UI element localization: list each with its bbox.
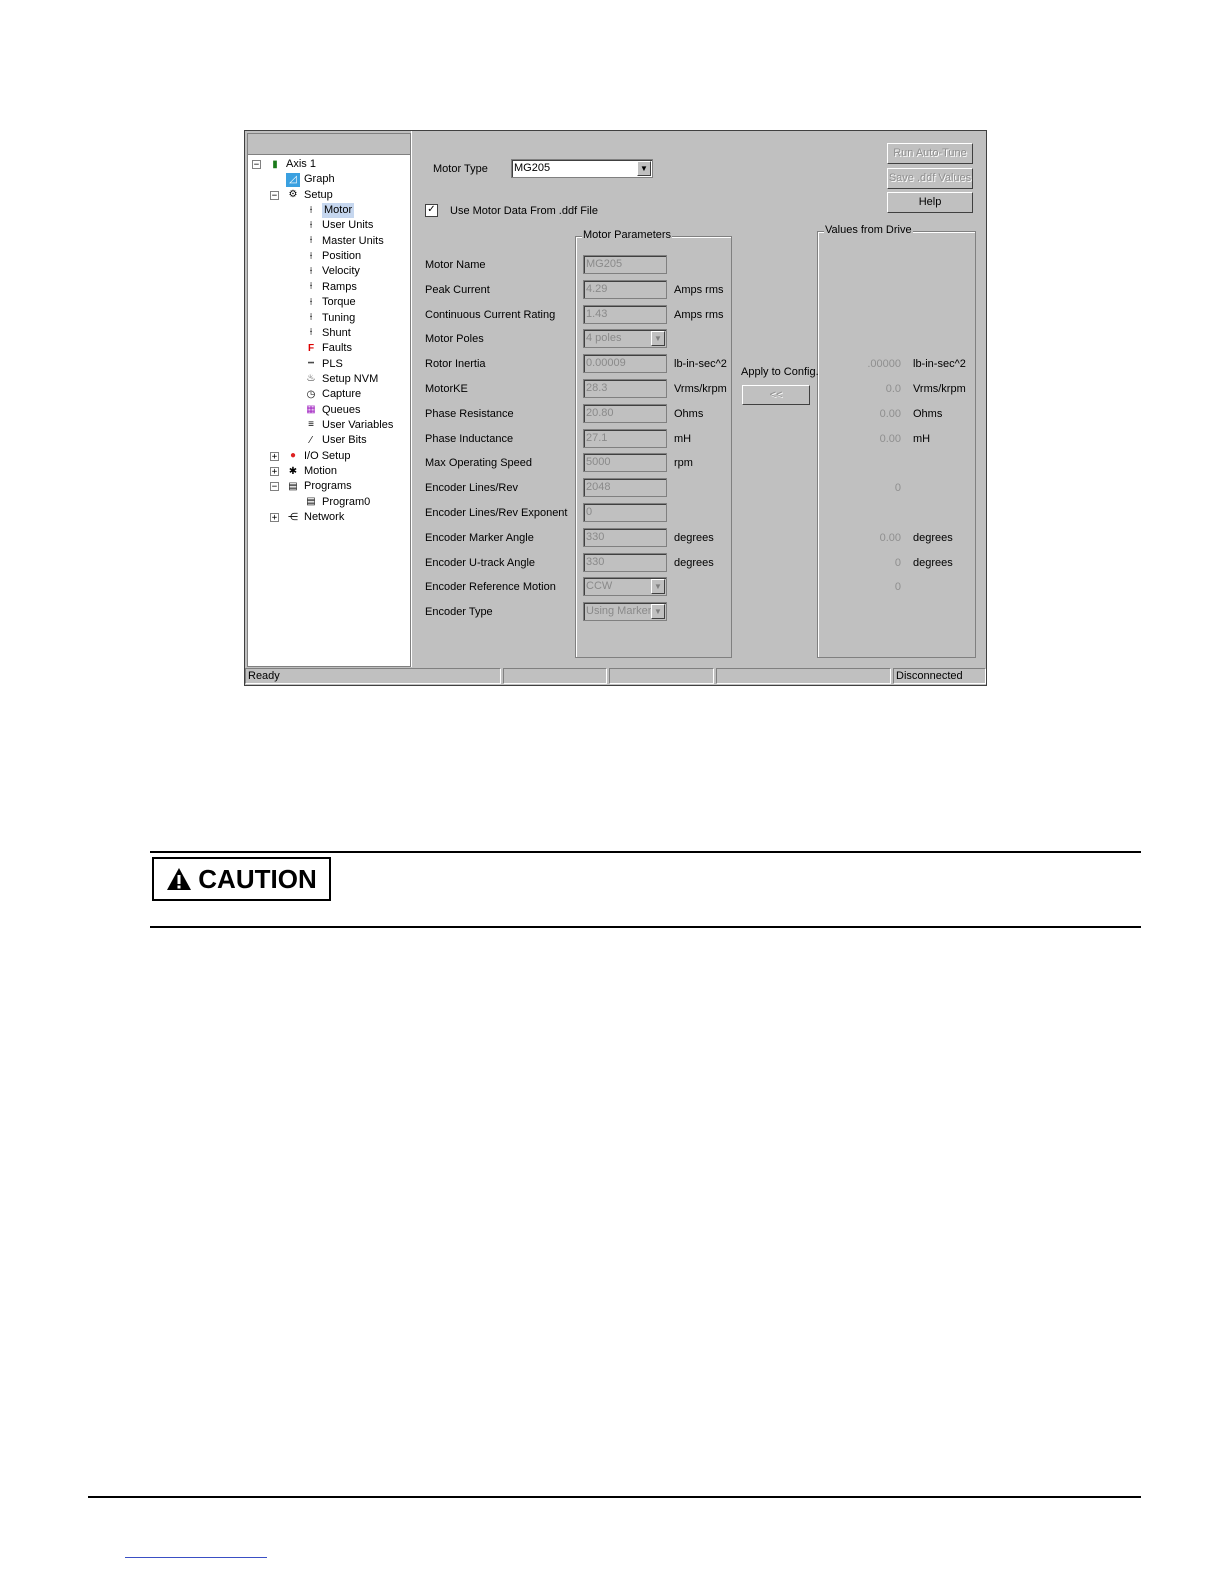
param-unit: rpm <box>674 457 693 470</box>
param-value: 20.80 <box>586 406 614 419</box>
apply-to-config-button[interactable]: << <box>742 385 810 405</box>
param-value: 28.3 <box>586 382 608 394</box>
axis-icon: ▮ <box>272 158 278 170</box>
drive-unit: lb-in-sec^2 <box>913 358 966 371</box>
param-value: MG205 <box>586 258 623 270</box>
collapse-icon[interactable]: − <box>253 160 260 170</box>
master-units-icon: ⍿ <box>309 235 313 247</box>
param-input[interactable] <box>583 478 667 497</box>
graph-icon: ◿ <box>286 173 300 187</box>
tree-item-label: PLS <box>322 357 343 370</box>
tree-item-label: User Bits <box>322 434 367 447</box>
drive-value: 0.00 <box>879 531 901 544</box>
tree-item-label: Setup <box>304 188 333 201</box>
tree-item[interactable] <box>304 234 384 249</box>
tree-item[interactable] <box>271 510 345 525</box>
caution-text: CAUTION <box>198 863 317 894</box>
tree-item-label: Shunt <box>322 326 351 339</box>
tree-item[interactable] <box>304 249 361 264</box>
motor-type-label: Motor Type <box>433 163 488 175</box>
tree-item[interactable] <box>304 341 352 356</box>
faults-icon: F <box>307 342 315 354</box>
network-icon: ⋲ <box>288 511 298 523</box>
torque-icon: ⍿ <box>309 296 313 308</box>
drive-unit: degrees <box>913 531 953 544</box>
motor-setup-panel <box>415 133 986 667</box>
param-select[interactable] <box>583 329 667 348</box>
drive-value: 0 <box>894 482 901 495</box>
param-label: Motor Name <box>425 259 486 271</box>
tree-item[interactable] <box>304 326 351 341</box>
param-select[interactable] <box>583 577 667 596</box>
param-unit: mH <box>674 432 692 445</box>
param-label: Encoder Lines/Rev <box>425 482 518 495</box>
param-input[interactable] <box>583 503 667 522</box>
status-panel-2 <box>503 668 607 684</box>
caution-top-rule <box>150 851 1141 853</box>
param-value: 4.29 <box>586 282 608 295</box>
tree-item[interactable] <box>304 203 354 218</box>
param-input[interactable] <box>583 305 667 324</box>
pls-icon: ┅ <box>307 358 315 370</box>
tree-item[interactable] <box>271 464 338 479</box>
tree-item[interactable] <box>304 372 378 387</box>
tree-item-label: I/O Setup <box>304 449 351 462</box>
param-label: Encoder U-track Angle <box>425 556 536 569</box>
motor-icon: ⍿ <box>309 204 313 216</box>
tree-item[interactable] <box>304 264 360 279</box>
collapse-icon[interactable]: − <box>271 482 278 493</box>
status-panel-3 <box>609 668 714 684</box>
tree-item[interactable] <box>304 311 355 326</box>
motion-icon: ✱ <box>288 465 298 477</box>
param-input[interactable] <box>583 528 667 547</box>
tree-item-label: Torque <box>322 296 356 309</box>
collapse-icon[interactable]: − <box>271 190 278 201</box>
user-variables-icon: ≡ <box>308 419 314 431</box>
setup-icon: ⚙ <box>288 189 298 201</box>
param-input[interactable] <box>583 429 667 448</box>
expand-icon[interactable]: + <box>271 451 278 462</box>
velocity-icon: ⍿ <box>309 265 313 277</box>
apply-to-config-label: Apply to Config. <box>741 366 819 378</box>
status-panel-4 <box>716 668 891 684</box>
tree-item[interactable] <box>253 157 316 172</box>
programs-icon: ▤ <box>288 480 298 492</box>
param-input[interactable] <box>583 280 667 299</box>
footer-rule <box>88 1496 1141 1498</box>
use-ddf-label: Use Motor Data From .ddf File <box>450 205 598 217</box>
tree-item-label: Setup NVM <box>322 372 379 385</box>
param-input[interactable] <box>583 379 667 398</box>
motor-type-value: MG205 <box>514 162 551 174</box>
tree-item[interactable] <box>304 418 393 433</box>
param-input[interactable] <box>583 553 667 572</box>
param-value: 5000 <box>586 456 611 469</box>
drive-value: 0 <box>894 556 901 569</box>
param-label: Encoder Type <box>425 606 493 619</box>
tree-item-label: Queues <box>322 403 361 416</box>
drive-value: 0.00 <box>879 432 901 445</box>
tree-item[interactable] <box>271 188 333 203</box>
setup-nvm-icon: ♨ <box>306 373 316 385</box>
tree-item[interactable] <box>271 449 351 464</box>
ramps-icon: ⍿ <box>309 281 313 293</box>
tree-item[interactable] <box>304 357 343 372</box>
tree-item-label: Faults <box>322 342 352 355</box>
chevron-down-icon[interactable]: ▼ <box>637 161 651 176</box>
drive-value: 0 <box>894 581 901 594</box>
status-connection: Disconnected <box>893 668 986 684</box>
tree-item-label: Motion <box>304 465 338 477</box>
warning-icon <box>166 867 192 891</box>
tree-header <box>248 134 410 155</box>
param-label: Max Operating Speed <box>425 457 533 470</box>
io-setup-icon: ● <box>289 450 297 462</box>
expand-icon[interactable]: + <box>271 467 278 477</box>
drive-value: 0.0 <box>885 383 901 395</box>
tree-item[interactable] <box>304 403 361 418</box>
param-label: Phase Resistance <box>425 407 514 420</box>
user-units-icon: ⍿ <box>309 219 313 231</box>
drive-value: 0.00 <box>879 407 901 420</box>
param-unit: degrees <box>674 556 714 569</box>
tree-item-label: Motor <box>324 204 353 217</box>
param-input[interactable] <box>583 354 667 373</box>
param-value: 4 poles <box>586 332 622 345</box>
program-icon: ▤ <box>306 496 316 508</box>
user-bits-icon: ⁄ <box>310 434 312 446</box>
chevron-down-icon[interactable]: ▼ <box>651 331 665 346</box>
tuning-icon: ⍿ <box>309 312 313 323</box>
tree-item[interactable] <box>304 280 357 295</box>
param-input[interactable] <box>583 255 667 274</box>
tree-item-label: User Variables <box>322 418 394 431</box>
param-select[interactable] <box>583 602 667 621</box>
project-tree <box>247 133 411 667</box>
chevron-down-icon[interactable]: ▼ <box>651 579 665 594</box>
tree-item[interactable] <box>304 295 356 310</box>
param-label: MotorKE <box>425 383 468 395</box>
chevron-down-icon[interactable]: ▼ <box>651 604 665 619</box>
param-value: Using Marker <box>586 605 652 618</box>
tree-item[interactable] <box>304 387 361 402</box>
tree-item[interactable] <box>304 433 367 448</box>
capture-icon: ◷ <box>306 388 316 400</box>
tree-item[interactable] <box>286 172 335 187</box>
param-value: 27.1 <box>586 431 608 444</box>
param-label: Encoder Marker Angle <box>425 531 534 544</box>
caution-bottom-rule <box>150 926 1141 928</box>
param-label: Continuous Current Rating <box>425 308 556 321</box>
tree-item-label: Velocity <box>322 265 360 278</box>
param-input[interactable] <box>583 404 667 423</box>
status-bar <box>245 667 986 685</box>
save-ddf-button[interactable]: Save .ddf Values <box>887 168 973 189</box>
position-icon: ⍿ <box>309 250 313 262</box>
motor-type-select[interactable] <box>511 159 653 178</box>
param-value: 0.00009 <box>586 357 626 370</box>
use-ddf-checkbox[interactable]: ✓ <box>425 204 438 217</box>
app-window <box>244 130 987 686</box>
tree-item[interactable] <box>271 479 352 494</box>
param-label: Encoder Reference Motion <box>425 581 556 594</box>
param-input[interactable] <box>583 453 667 472</box>
param-unit: lb-in-sec^2 <box>674 358 727 371</box>
param-label: Peak Current <box>425 283 490 296</box>
tree-item-label: Graph <box>304 173 335 186</box>
param-unit: Ohms <box>674 407 704 420</box>
caution-badge <box>152 857 331 901</box>
drive-unit: Ohms <box>913 407 943 420</box>
param-unit: Amps rms <box>674 308 724 321</box>
tree-item-label: Tuning <box>322 311 356 324</box>
tree-item[interactable] <box>304 218 373 233</box>
param-value: 330 <box>586 555 605 568</box>
tree-item-label: Capture <box>322 388 362 401</box>
param-unit: Vrms/krpm <box>674 383 727 395</box>
param-label: Motor Poles <box>425 333 484 346</box>
drive-unit: degrees <box>913 556 953 569</box>
param-value: 2048 <box>586 481 611 494</box>
tree-item-label: Programs <box>304 480 352 493</box>
tree-item-label: Master Units <box>322 234 384 247</box>
drive-unit: mH <box>913 432 931 445</box>
tree-item-label: Axis 1 <box>286 158 316 170</box>
tree-item-label: Position <box>322 250 362 263</box>
drive-value: .00000 <box>867 358 901 371</box>
motor-parameters-title: Motor Parameters <box>583 229 672 241</box>
param-value: 0 <box>586 506 593 518</box>
status-ready: Ready <box>245 668 501 684</box>
shunt-icon: ⍿ <box>309 327 313 339</box>
drive-values-title: Values from Drive <box>825 224 912 236</box>
param-value: 1.43 <box>586 307 608 320</box>
param-value: CCW <box>586 580 613 593</box>
drive-unit: Vrms/krpm <box>913 383 966 395</box>
tree-item-label: Network <box>304 511 345 524</box>
help-button[interactable]: Help <box>887 192 973 213</box>
tree-item-label: Program0 <box>322 495 371 508</box>
tree-item-label: Ramps <box>322 280 357 293</box>
param-label: Encoder Lines/Rev Exponent <box>425 507 568 519</box>
param-label: Rotor Inertia <box>425 358 486 371</box>
param-unit: Amps rms <box>674 283 724 296</box>
param-value: 330 <box>586 530 605 543</box>
run-autotune-button[interactable]: Run Auto-Tune <box>887 143 973 164</box>
param-label: Phase Inductance <box>425 432 514 445</box>
tree-item[interactable] <box>304 495 370 510</box>
param-unit: degrees <box>674 531 714 544</box>
tree-item-label: User Units <box>322 219 374 232</box>
queues-icon: ▦ <box>306 404 316 416</box>
expand-icon[interactable]: + <box>271 513 278 524</box>
footer-link-underline <box>125 1557 267 1558</box>
